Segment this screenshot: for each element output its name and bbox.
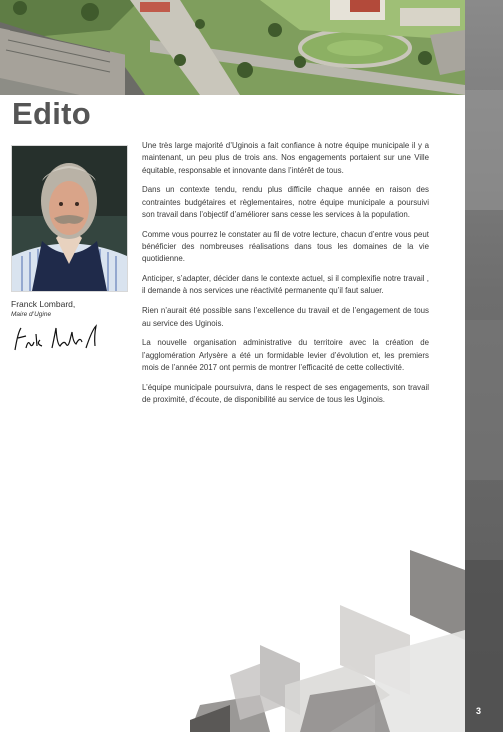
portrait-graphic	[12, 146, 127, 291]
editorial-body	[142, 140, 429, 414]
paragraph: Dans un contexte tendu, rendu plus difficile chaque année en raison des contraintes budgétaires et règlementaires, notre équipe municipale a poursuivi son travail dans l’objectif d’améliorer sans cesse les services à la population.	[142, 185, 429, 219]
paragraph: La nouvelle organisation administrative du territoire avec la création de l’agglomération Arlysère a été un formidable levier d’évolution et, les premiers mois de l’année 2017 ont permis de montrer l’efficacité de cette collectivité.	[142, 338, 429, 372]
paragraph: L’équipe municipale poursuivra, dans le respect de ses engagements, son travail de proximité, d’écoute, de disponibilité au service de tous les Uginois.	[142, 382, 429, 405]
strip-facet	[465, 90, 503, 210]
mayor-portrait-photo	[11, 145, 128, 292]
strip-facet	[465, 320, 503, 480]
aerial-photo-graphic	[0, 0, 465, 95]
signature-graphic	[12, 322, 107, 352]
side-decor-strip	[465, 0, 503, 732]
page-title: Edito	[12, 96, 91, 131]
page-number: 3	[476, 706, 482, 716]
paragraph: Comme vous pourrez le constater au fil de votre lecture, chacun d’entre vous peut bénéficier des nombreuses réalisations dans tous les domaines de la vie quotidienne.	[142, 229, 429, 264]
header-aerial-photo	[0, 0, 465, 95]
mayor-name: Franck Lombard,	[11, 299, 76, 309]
decorative-shapes	[190, 545, 465, 732]
mayor-role: Maire d’Ugine	[11, 311, 52, 318]
paragraph: Anticiper, s’adapter, décider dans le contexte actuel, si il complexifie notre travail , il demande à nos services une réactivité permanente qu’il faut saluer.	[142, 274, 429, 296]
strip-facet	[465, 560, 503, 732]
paragraph: Une très large majorité d’Uginois a fait confiance à notre équipe municipale il y a maintenant, un peu plus de trois ans. Nos engagements portaient sur une Ville équitable, responsable et innovante dans l’intérêt de tous.	[142, 141, 429, 175]
mayor-signature	[12, 322, 107, 357]
paragraph: Rien n’aurait été possible sans l’excellence du travail et de l’engagement de tous au service des Uginois.	[142, 306, 429, 328]
